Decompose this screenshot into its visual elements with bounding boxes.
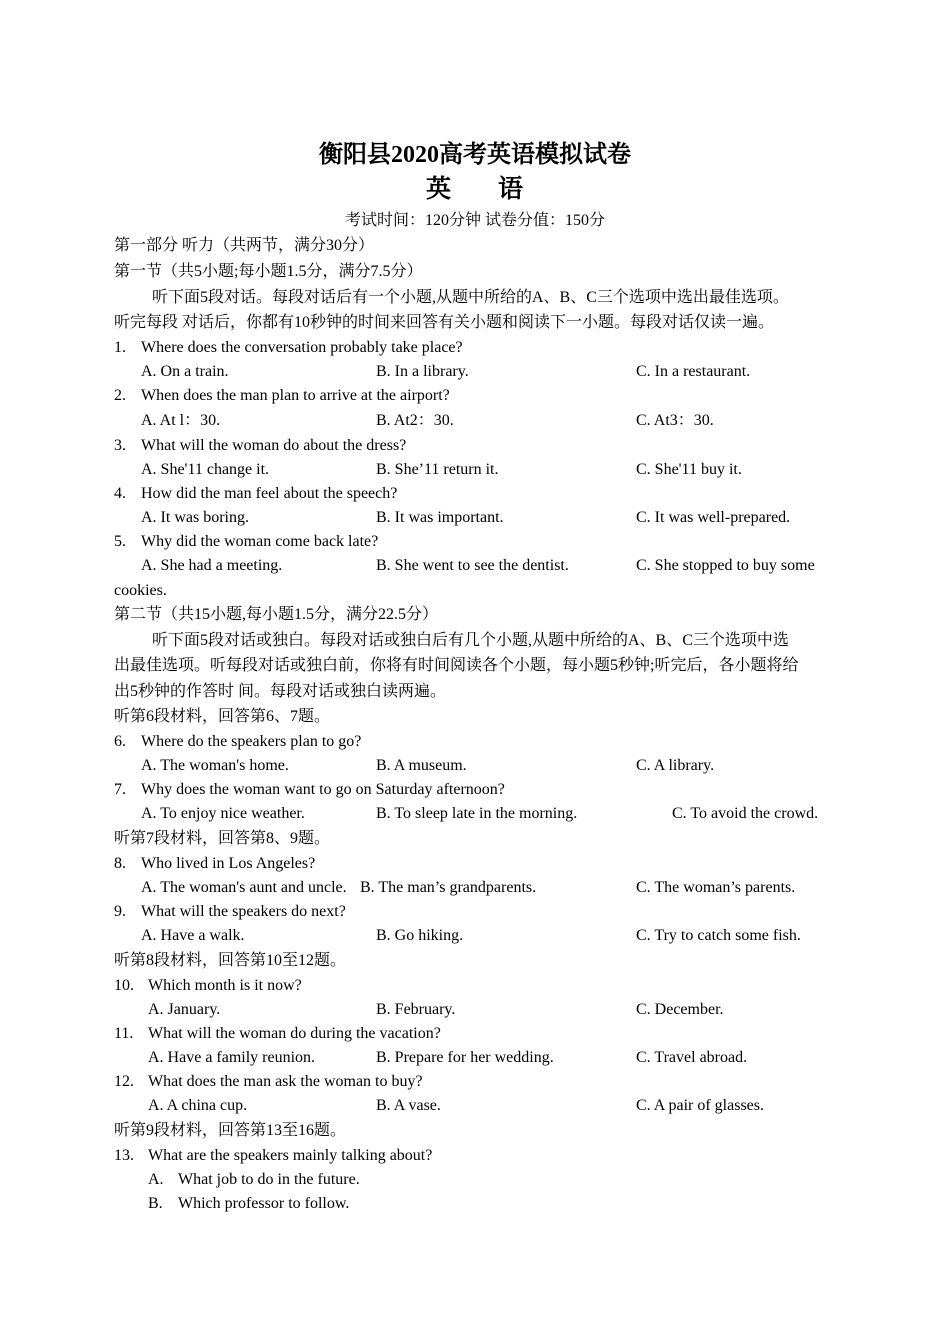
- option-c: C. In a restaurant.: [636, 363, 751, 380]
- option-a: A. Have a family reunion.: [148, 1049, 316, 1066]
- option-b: B. Go hiking.: [376, 927, 464, 944]
- question-number: 7.: [114, 781, 126, 798]
- option-b: B. At2：30.: [376, 412, 454, 429]
- question-text: Which month is it now?: [148, 977, 302, 994]
- question-number: 11.: [114, 1025, 134, 1042]
- question-text: When does the man plan to arrive at the airport?: [141, 387, 450, 404]
- part1-heading: 第一部分 听力（共两节，满分30分）: [114, 237, 375, 254]
- question-text: Who lived in Los Angeles?: [141, 855, 316, 872]
- question-number: 2.: [114, 387, 126, 404]
- question-number: 13.: [114, 1147, 134, 1164]
- option-c: C. The woman’s parents.: [636, 879, 796, 896]
- option-b: B. A museum.: [376, 757, 467, 774]
- option-b: B. She’11 return it.: [376, 461, 499, 478]
- option-a: A. She'11 change it.: [141, 461, 270, 478]
- material-7-heading: 听第7段材料，回答第8、9题。: [114, 830, 331, 847]
- section1-instructions-1: 听下面5段对话。每段对话后有一个小题,从题中所给的A、B、C三个选项中选出最佳选项。: [152, 289, 789, 306]
- option-c: C. Travel abroad.: [636, 1049, 748, 1066]
- question-text: Where does the conversation probably take place?: [141, 339, 463, 356]
- option-c: C. To avoid the crowd.: [672, 805, 819, 822]
- section2-instructions-3: 出5秒钟的作答时 间。每段对话或独白读两遍。: [114, 683, 447, 700]
- section1-heading: 第一节（共5小题;每小题1.5分，满分7.5分）: [114, 263, 423, 280]
- option-a: A. She had a meeting.: [141, 557, 283, 574]
- question-text: Why did the woman come back late?: [141, 533, 379, 550]
- question-text: What will the woman do about the dress?: [141, 437, 407, 454]
- exam-title: 衡阳县2020高考英语模拟试卷: [319, 142, 631, 168]
- option-b: B. It was important.: [376, 509, 504, 526]
- question-number: 9.: [114, 903, 126, 920]
- subject-char-2: 语: [498, 176, 525, 203]
- material-8-heading: 听第8段材料，回答第10至12题。: [114, 952, 347, 969]
- option-c-continued: cookies.: [114, 582, 167, 599]
- question-number: 1.: [114, 339, 126, 356]
- option-b-label: B.: [148, 1195, 163, 1212]
- option-c: C. A pair of glasses.: [636, 1097, 764, 1114]
- subject-title: [0, 174, 950, 206]
- option-a: A. To enjoy nice weather.: [141, 805, 305, 822]
- question-text: What does the man ask the woman to buy?: [148, 1073, 423, 1090]
- option-a: A. The woman's aunt and uncle.: [141, 879, 347, 896]
- question-number: 6.: [114, 733, 126, 750]
- material-6-heading: 听第6段材料，回答第6、7题。: [114, 708, 331, 725]
- question-number: 5.: [114, 533, 126, 550]
- option-a: A. A china cup.: [148, 1097, 248, 1114]
- option-b: B. In a library.: [376, 363, 469, 380]
- question-text: What are the speakers mainly talking about?: [148, 1147, 433, 1164]
- question-text: Where do the speakers plan to go?: [141, 733, 362, 750]
- option-b: Which professor to follow.: [178, 1195, 350, 1212]
- option-a: A. It was boring.: [141, 509, 249, 526]
- option-b: B. Prepare for her wedding.: [376, 1049, 554, 1066]
- question-text: Why does the woman want to go on Saturday afternoon?: [141, 781, 505, 798]
- option-a: A. At l：30.: [141, 412, 221, 429]
- material-9-heading: 听第9段材料，回答第13至16题。: [114, 1122, 347, 1139]
- option-b: B. The man’s grandparents.: [360, 879, 537, 896]
- question-number: 12.: [114, 1073, 134, 1090]
- section2-heading: 第二节（共15小题,每小题1.5分，满分22.5分）: [114, 606, 439, 623]
- option-c: C. At3：30.: [636, 412, 714, 429]
- option-b: B. February.: [376, 1001, 456, 1018]
- option-c: C. It was well-prepared.: [636, 509, 791, 526]
- option-b: B. To sleep late in the morning.: [376, 805, 578, 822]
- section1-instructions-2: 听完每段 对话后，你都有10秒钟的时间来回答有关小题和阅读下一小题。每段对话仅读一遍。: [114, 314, 775, 331]
- option-a-label: A.: [148, 1171, 164, 1188]
- option-a: A. The woman's home.: [141, 757, 289, 774]
- question-number: 3.: [114, 437, 126, 454]
- question-number: 8.: [114, 855, 126, 872]
- option-b: B. She went to see the dentist.: [376, 557, 569, 574]
- option-c: C. She stopped to buy some: [636, 557, 815, 574]
- section2-instructions-1: 听下面5段对话或独白。每段对话或独白后有几个小题,从题中所给的A、B、C三个选项中选: [152, 632, 789, 649]
- subject-char-1: 英: [425, 176, 452, 203]
- exam-info: 考试时间：120分钟 试卷分值：150分: [344, 212, 605, 229]
- option-c: C. Try to catch some fish.: [636, 927, 801, 944]
- option-a: A. Have a walk.: [141, 927, 245, 944]
- option-c: C. December.: [636, 1001, 724, 1018]
- section2-instructions-2: 出最佳选项。听每段对话或独白前，你将有时间阅读各个小题，每小题5秒钟;听完后，各小题将给: [114, 657, 799, 674]
- question-text: What will the speakers do next?: [141, 903, 346, 920]
- question-number: 4.: [114, 485, 126, 502]
- option-a: A. On a train.: [141, 363, 229, 380]
- question-text: What will the woman do during the vacation?: [148, 1025, 441, 1042]
- question-text: How did the man feel about the speech?: [141, 485, 398, 502]
- option-b: B. A vase.: [376, 1097, 441, 1114]
- option-c: C. A library.: [636, 757, 715, 774]
- option-a: What job to do in the future.: [178, 1171, 360, 1188]
- question-number: 10.: [114, 977, 134, 994]
- option-c: C. She'11 buy it.: [636, 461, 742, 478]
- option-a: A. January.: [148, 1001, 221, 1018]
